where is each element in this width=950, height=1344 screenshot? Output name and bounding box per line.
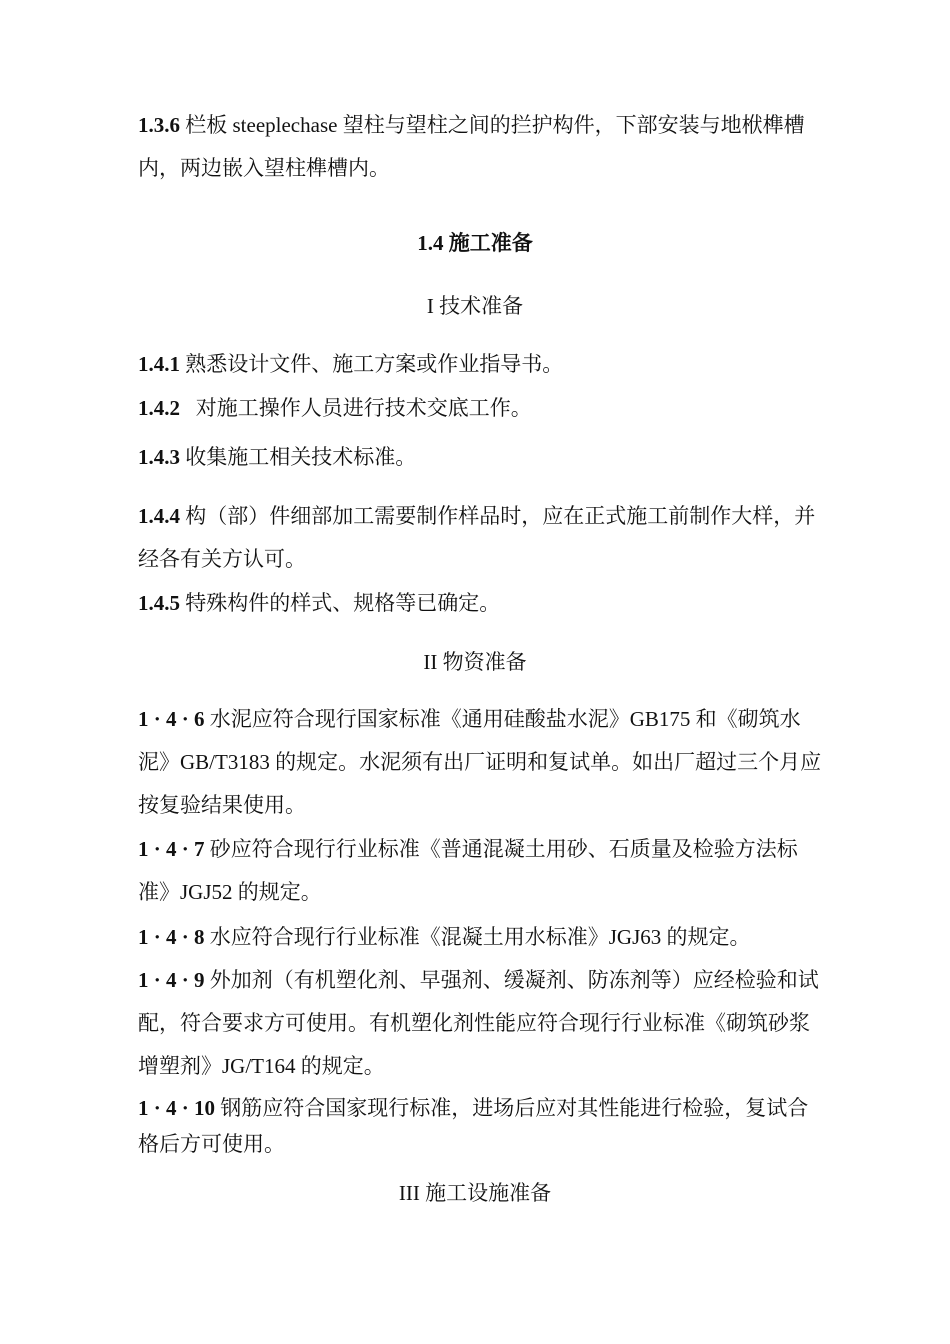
clause-text: 特殊构件的样式、规格等已确定。	[180, 591, 501, 615]
clause-1-4-9	[138, 959, 828, 1088]
clause-number: 1.4.3	[138, 445, 180, 469]
clause-number: 1 · 4 · 7	[138, 837, 205, 861]
clause-number: 1 · 4 · 10	[138, 1096, 216, 1120]
clause-text: 钢筋应符合国家现行标准，进场后应对其性能进行检验，复试合格后方可使用。	[138, 1096, 809, 1156]
clause-text: 砂应符合现行行业标准《普通混凝土用砂、石质量及检验方法标准》JGJ52 的规定。	[138, 837, 798, 904]
clause-1-4-10	[138, 1090, 828, 1162]
clause-1-4-8	[138, 916, 828, 959]
subheading-material-preparation: II 物资准备	[423, 650, 527, 674]
clause-1-4-1	[138, 343, 828, 386]
clause-text: 构（部）件细部加工需要制作样品时，应在正式施工前制作大样，并经各有关方认可。	[138, 504, 816, 571]
clause-number: 1.4.4	[138, 504, 180, 528]
clause-number: 1 · 4 · 6	[138, 707, 205, 731]
clause-number: 1.4.2	[138, 396, 180, 420]
clause-number: 1.4.5	[138, 591, 180, 615]
clause-text: 外加剂（有机塑化剂、早强剂、缓凝剂、防冻剂等）应经检验和试配，符合要求方可使用。有机塑化剂性能应符合现行行业标准《砌筑砂浆增塑剂》JG/T164 的规定。	[138, 968, 819, 1078]
clause-1-3-6	[138, 104, 828, 190]
clause-text: 栏板 steeplechase 望柱与望柱之间的拦护构件，下部安装与地栿榫槽内，两边嵌入望柱榫槽内。	[138, 113, 805, 180]
clause-text: 水泥应符合现行国家标准《通用硅酸盐水泥》GB175 和《砌筑水泥》GB/T3183 的规定。水泥须有出厂证明和复试单。如出厂超过三个月应按复验结果使用。	[138, 707, 822, 817]
clause-1-4-4	[138, 495, 828, 581]
clause-1-4-5	[138, 582, 828, 625]
clause-number: 1 · 4 · 9	[138, 968, 205, 992]
clause-number: 1 · 4 · 8	[138, 925, 205, 949]
clause-1-4-7	[138, 828, 828, 914]
subheading-technical-preparation: I 技术准备	[426, 294, 524, 318]
clause-text: 收集施工相关技术标准。	[180, 445, 417, 469]
clause-text: 水应符合现行行业标准《混凝土用水标准》JGJ63 的规定。	[204, 925, 751, 949]
clause-number: 1.3.6	[138, 113, 180, 137]
clause-number: 1.4.1	[138, 352, 180, 376]
clause-text: 熟悉设计文件、施工方案或作业指导书。	[180, 352, 564, 376]
clause-1-4-6	[138, 698, 828, 827]
clause-1-4-2	[138, 387, 828, 430]
subheading-facility-preparation: III 施工设施准备	[398, 1181, 552, 1205]
clause-text: 对施工操作人员进行技术交底工作。	[180, 396, 532, 420]
clause-1-4-3	[138, 436, 828, 479]
section-heading-1-4: 1.4 施工准备	[417, 231, 533, 255]
